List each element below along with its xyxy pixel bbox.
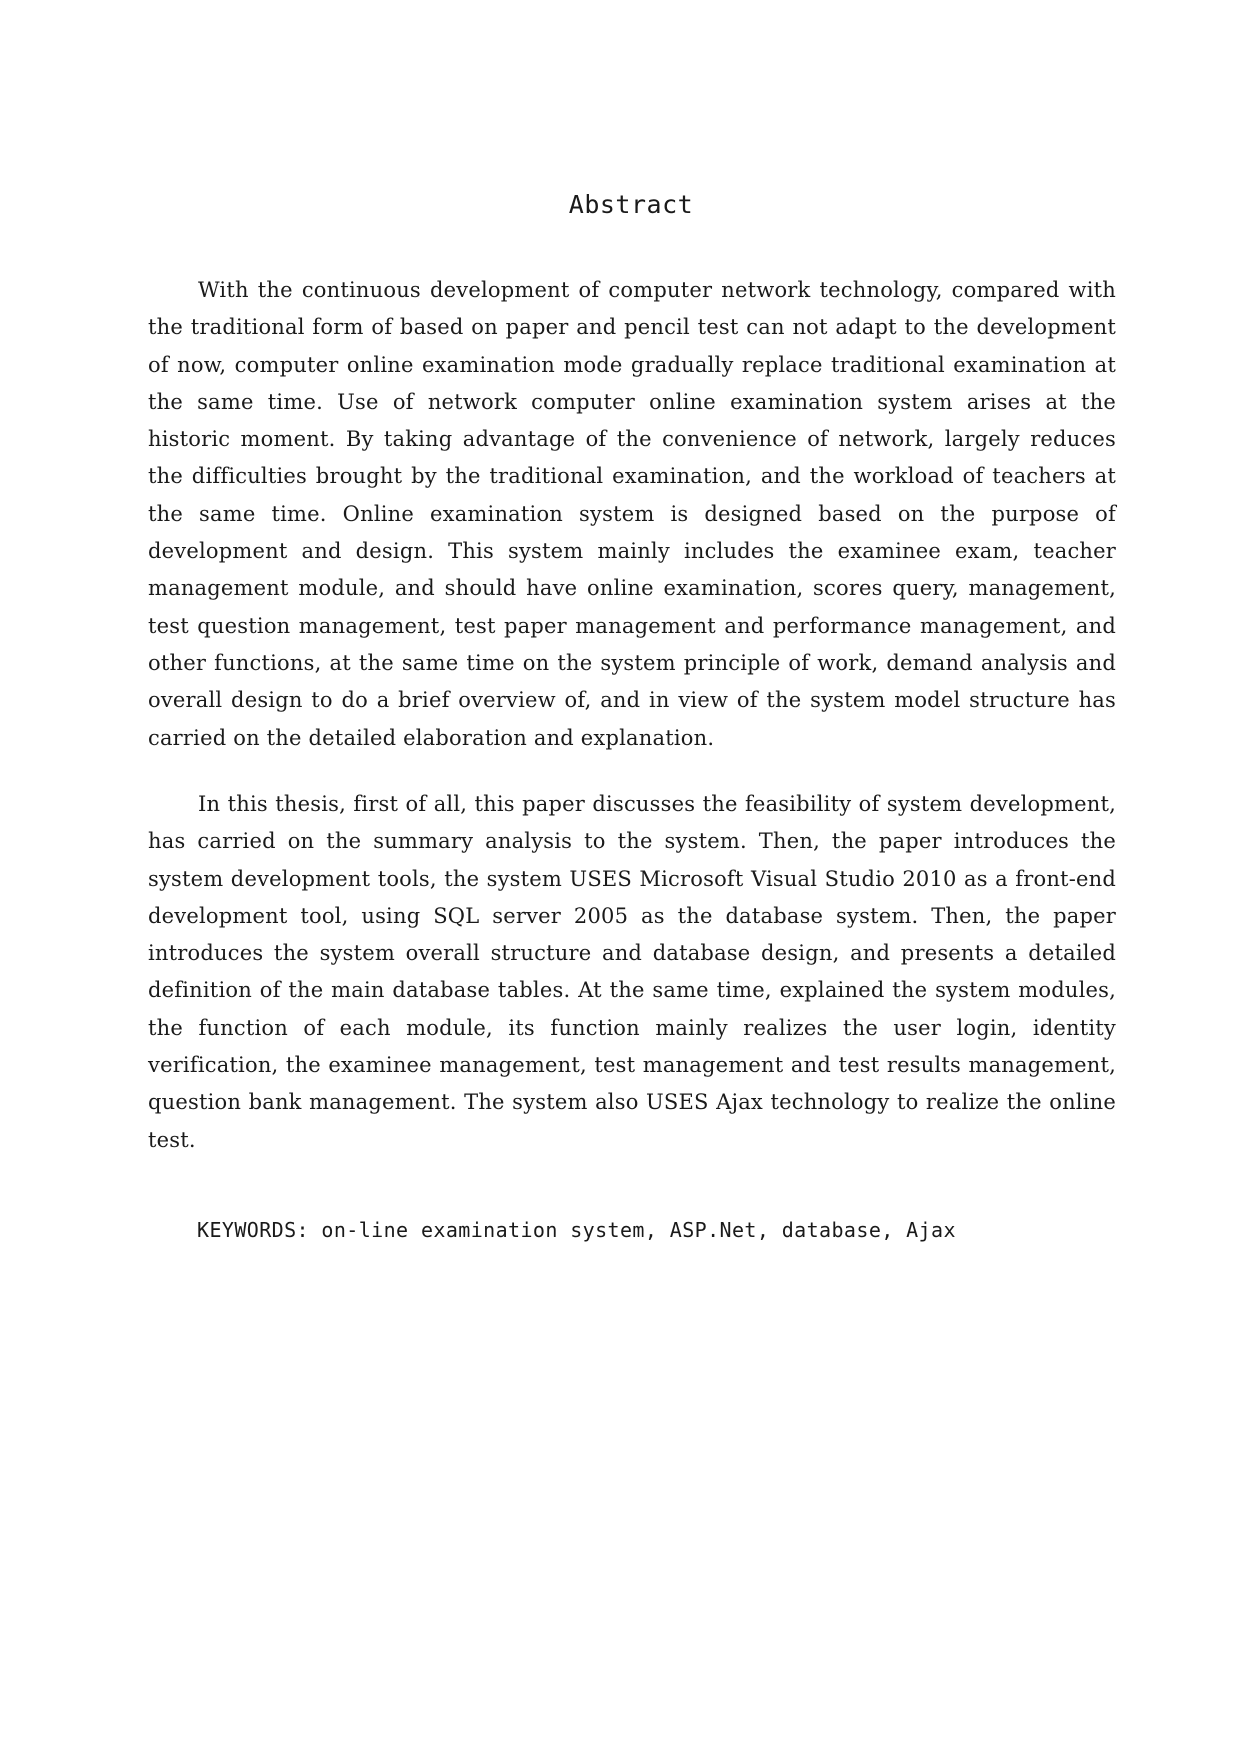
abstract-body-paragraph-1 [148, 272, 1116, 757]
keywords-line: KEYWORDS: on-line examination system, ASP.Net, database, Ajax [197, 1218, 956, 1242]
abstract-title: Abstract [568, 190, 694, 219]
paragraph-text: In this thesis, first of all, this paper discusses the feasibility of system development, has carried on the summary analysis to the system. Then, the paper introduces the system development tools, the system USES Microsoft Visual Studio 2010 as a front-end development tool, using SQL server 2005 as the database system. Then, the paper introduces the system overall structure and database design, and presents a detailed definition of the main database tables. At the same time, explained the system modules, the function of each module, its function mainly realizes the user login, identity verification, the examinee management, test management and test results management, question bank management. The system also USES Ajax technology to realize the online test. [148, 792, 1116, 1152]
abstract-body-paragraph-2 [148, 786, 1116, 1159]
paragraph-text: With the continuous development of computer network technology, compared with the traditional form of based on paper and pencil test can not adapt to the development of now, computer online examination mode gradually replace traditional examination at the same time. Use of network computer online examination system arises at the historic moment. By taking advantage of the convenience of network, largely reduces the difficulties brought by the traditional examination, and the workload of teachers at the same time. Online examination system is designed based on the purpose of development and design. This system mainly includes the examinee exam, teacher management module, and should have online examination, scores query, management, test question management, test paper management and performance management, and other functions, at the same time on the system principle of work, demand analysis and overall design to do a brief overview of, and in view of the system model structure has carried on the detailed elaboration and explanation. [148, 278, 1116, 750]
